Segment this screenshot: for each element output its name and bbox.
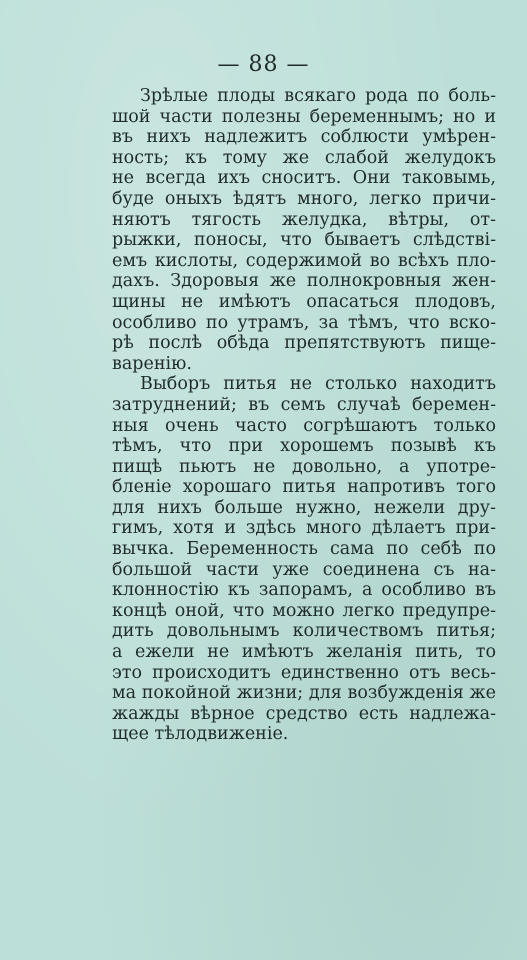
paragraph — [112, 374, 496, 745]
text-line: ныя очень часто согрѣшаютъ только — [112, 415, 496, 436]
text-line: Выборъ питья не столько находитъ — [140, 374, 496, 395]
text-line: рыжки, поносы, что бываетъ слѣдствi- — [112, 230, 496, 251]
text-line: тѣмъ, что при хорошемъ позывѣ къ — [112, 436, 496, 457]
text-line: не всегда ихъ сноситъ. Они таковымь, — [112, 168, 496, 189]
text-line: затруднений; въ семъ случаѣ беремен- — [112, 394, 496, 415]
text-line: дить довольнымъ количествомъ питья; — [112, 621, 496, 642]
text-line: большой части уже соединена съ на- — [112, 559, 496, 580]
text-line: бленiе хорошаго питья напротивъ того — [112, 477, 496, 498]
text-line: вычка. Беременность сама по себѣ по — [112, 539, 496, 560]
text-line: рѣ послѣ обѣда препятствуютъ пище- — [112, 333, 496, 354]
text-line: дахъ. Здоровыя же полнокровныя жен- — [112, 271, 496, 292]
text-line: особливо по утрамъ, за тѣмъ, что вско- — [112, 312, 496, 333]
text-line: ность; къ тому же слабой желудокъ — [112, 147, 496, 168]
text-line: въ нихъ надлежитъ соблюсти умѣрен- — [112, 127, 496, 148]
text-line: ма покойной жизни; для возбужденiя же — [112, 683, 496, 704]
text-line: буде оныхъ ѣдятъ много, легко причи- — [112, 188, 496, 209]
text-line: пищѣ пьютъ не довольно, а употре- — [112, 456, 496, 477]
text-line: для нихъ больше нужно, нежели дру- — [112, 497, 496, 518]
page-number: — 88 — — [217, 52, 310, 77]
text-line: варенiю. — [112, 353, 192, 374]
text-line: шой части полезны беременнымъ; но и — [112, 106, 496, 127]
text-line: щее тѣлодвиженiе. — [112, 724, 289, 745]
text-line: щины не имѣютъ опасаться плодовъ, — [112, 291, 496, 312]
text-line: жажды вѣрное средство есть надлежа- — [112, 703, 496, 724]
text-line: это происходитъ единственно отъ весь- — [112, 662, 496, 683]
text-line: клонностiю къ запорамъ, а особливо въ — [112, 580, 496, 601]
text-line: емъ кислоты, содержимой во всѣхъ пло- — [112, 250, 496, 271]
text-line: концѣ оной, что можно легко предупре- — [112, 600, 496, 621]
text-line: гимъ, хотя и здѣсь много дѣлаетъ при- — [112, 518, 496, 539]
text-line: а ежели не имѣютъ желанiя пить, то — [112, 642, 496, 663]
text-line: няютъ тягость желудка, вѣтры, от- — [112, 209, 496, 230]
paragraph — [112, 86, 496, 374]
page-body — [112, 86, 496, 745]
text-line: Зрѣлые плоды всякаго рода по боль- — [140, 86, 496, 106]
